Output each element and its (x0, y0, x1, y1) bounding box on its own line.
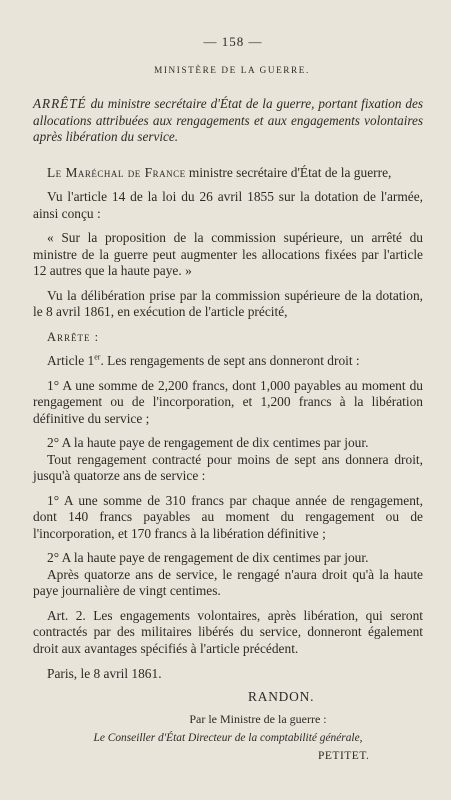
article-1-item-3: 1° A une somme de 310 francs par chaque année de rengagement, dont 140 francs payables au moment du rengagement ou de l'incorporation, et 170 francs à la libération définitive ; (33, 492, 423, 541)
article-1-text: . Les rengagements de sept ans donneront droit : (100, 353, 360, 368)
preamble-marechal (33, 165, 423, 182)
paragraph-quote: « Sur la proposition de la commission supérieure, un arrêté du ministre de la guerre peut augmenter les allocations fixées par l'article 12 autres que la haute paye. » (33, 230, 423, 278)
signatory-name: RANDON. (248, 688, 315, 704)
decree-title-text: du ministre secrétaire d'État de la guerre, portant fixation des allocations attribuées aux rengagements et aux engagements volontaires après libération du service. (33, 96, 423, 144)
decree-title (33, 96, 423, 146)
signatory-petitet: PETITET. (318, 750, 370, 762)
article-1-heading (33, 353, 423, 370)
signature-par-ministre: Par le Ministre de la guerre : (189, 712, 327, 726)
signature-conseiller: Le Conseiller d'État Directeur de la comptabilité générale, (93, 731, 363, 744)
place-date: Paris, le 8 avril 1861. (47, 666, 162, 681)
page-number: — 158 — (203, 34, 263, 49)
arrete-heading: Arrête : (47, 329, 100, 344)
decree-title-lead: ARRÊTÉ (33, 96, 87, 111)
running-header: MINISTÈRE DE LA GUERRE. (154, 64, 310, 75)
paragraph-quatorze-ans: Après quatorze ans de service, le rengagé n'aura droit qu'à la haute paye journalière de vingt centimes. (33, 566, 423, 598)
article-1-item-1: 1° A une somme de 2,200 francs, dont 1,000 payables au moment du rengagement ou de l'incorporation, et 1,200 francs à la libération définitive du service ; (33, 377, 423, 426)
article-1-item-4: 2° A la haute paye de rengagement de dix centimes par jour. (47, 550, 369, 565)
article-1-item-2: 2° A la haute paye de rengagement de dix centimes par jour. (47, 435, 369, 450)
paragraph-vu-deliberation: Vu la délibération prise par la commission supérieure de la dotation, le 8 avril 1861, en exécution de l'article précité, (33, 287, 423, 319)
article-1-sup: er (94, 352, 101, 362)
preamble-marechal-text: ministre secrétaire d'État de la guerre, (185, 164, 392, 180)
paragraph-vu-loi: Vu l'article 14 de la loi du 26 avril 1855 sur la dotation de l'armée, ainsi conçu : (33, 189, 423, 221)
article-2: Art. 2. Les engagements volontaires, après libération, qui seront contractés par des militaires libérés du service, donneront également droit aux avantages spécifiés à l'article précédent. (33, 607, 423, 656)
preamble-marechal-caps: Le Maréchal de France (47, 164, 186, 180)
paragraph-moins-sept-ans: Tout rengagement contracté pour moins de sept ans donnera droit, jusqu'à quatorze ans de service : (33, 451, 423, 483)
article-1-prefix: Article 1 (47, 353, 95, 368)
